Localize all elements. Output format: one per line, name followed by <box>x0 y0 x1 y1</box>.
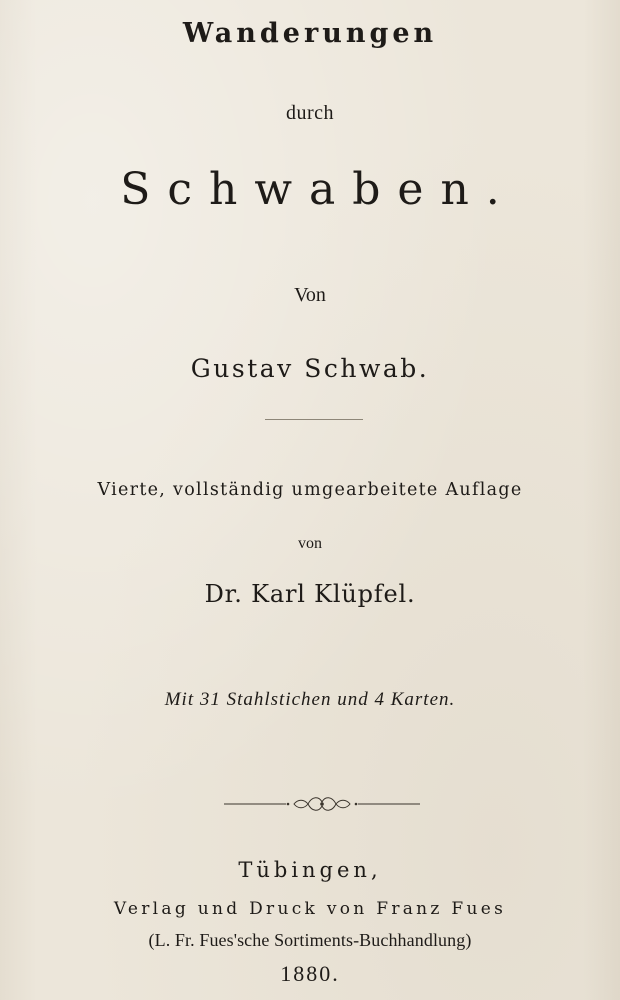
author-intro: Von <box>294 284 326 306</box>
publication-city: Tübingen, <box>238 858 382 882</box>
illustrations-note: Mit 31 Stahlstichen und 4 Karten. <box>164 689 456 710</box>
editor-intro: von <box>298 535 322 552</box>
title-connector: durch <box>285 102 335 124</box>
publisher-line: Verlag und Druck von Franz Fues <box>113 899 507 919</box>
publication-year: 1880. <box>280 961 340 986</box>
title-region: Schwaben. <box>120 164 517 215</box>
bookshop-line: (L. Fr. Fues'sche Sortiments-Buchhandlung) <box>148 930 472 950</box>
ornament-divider-icon <box>224 792 420 816</box>
edition-statement: Vierte, vollständig umgearbeitete Auflage <box>97 480 523 500</box>
title-main: Wanderungen <box>182 18 438 49</box>
separator-rule <box>265 419 363 420</box>
editor-name: Dr. Karl Klüpfel. <box>204 580 416 608</box>
author-name: Gustav Schwab. <box>190 354 430 383</box>
